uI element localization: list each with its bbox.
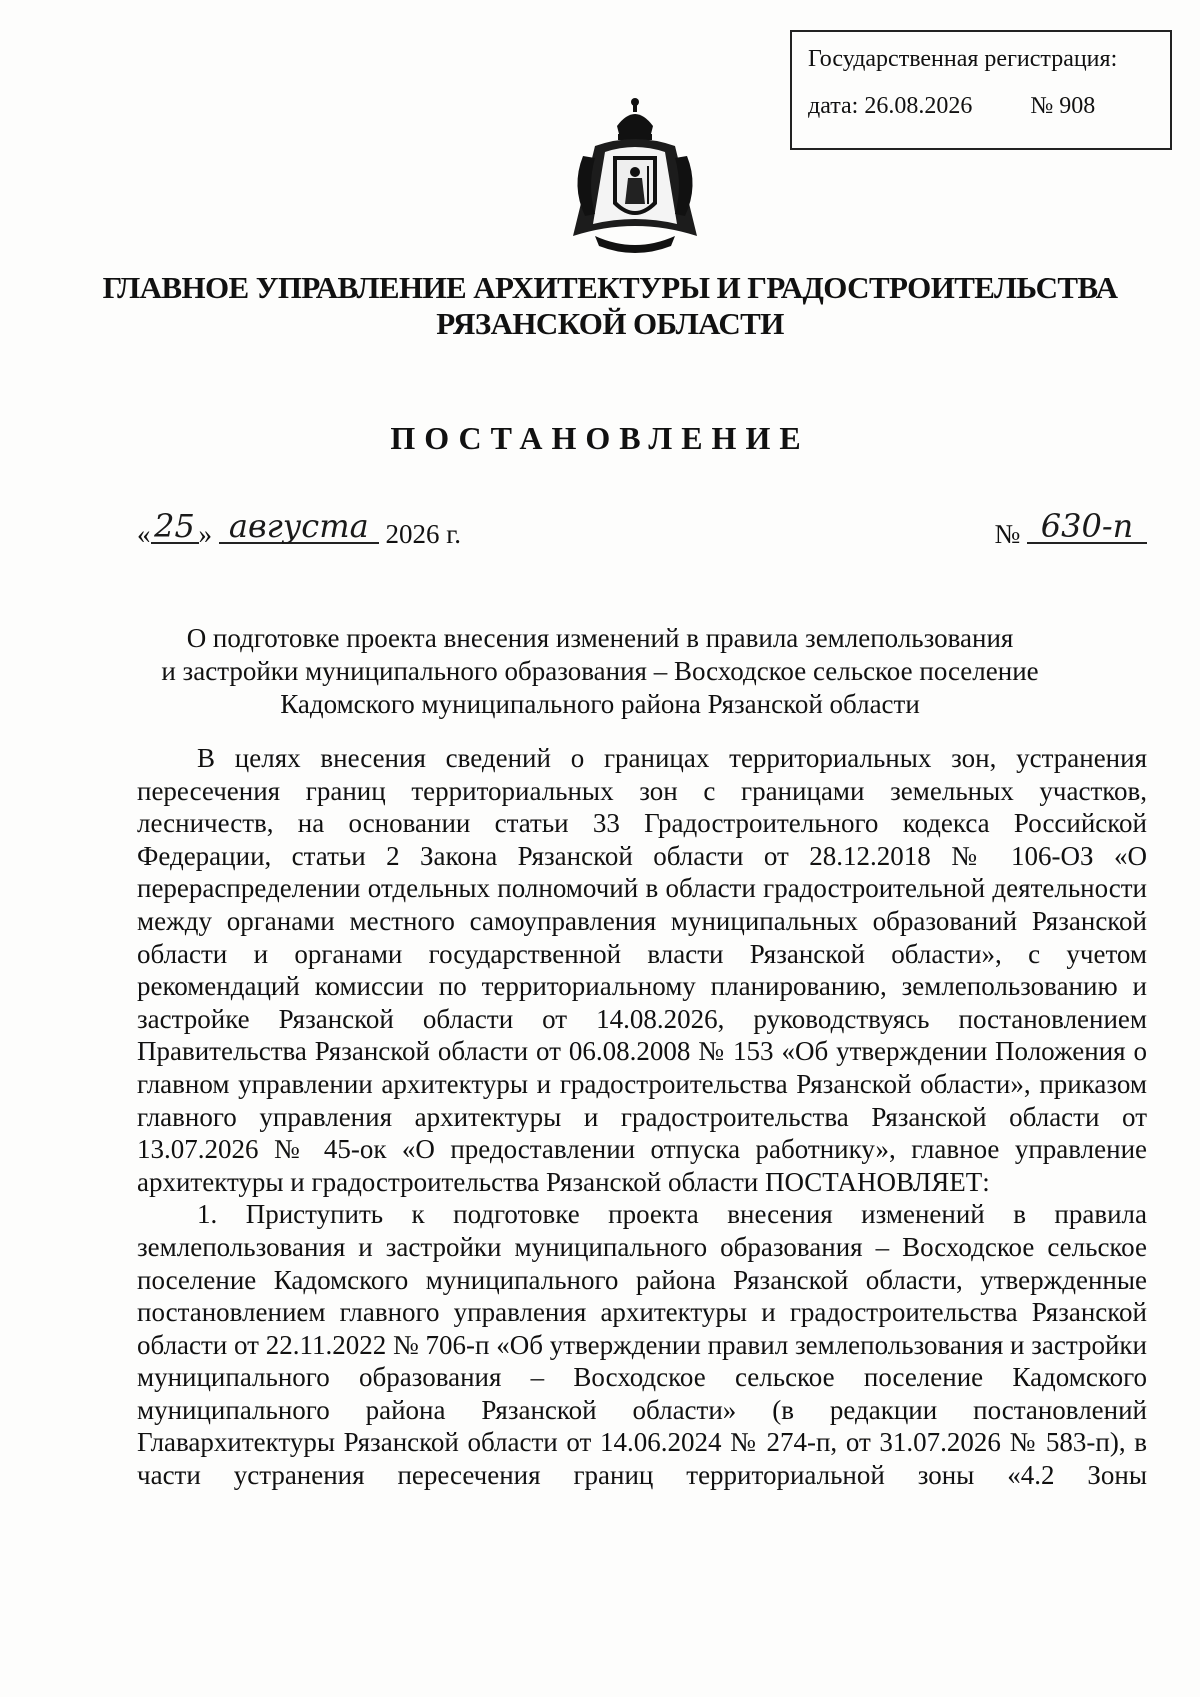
registration-stamp [790, 30, 1172, 150]
date-open-quote: « [137, 519, 151, 549]
handwritten-month: августа [219, 510, 379, 544]
registration-details [808, 93, 1170, 120]
number-prefix: № [994, 519, 1021, 549]
document-subject [100, 622, 1100, 721]
preamble-paragraph: В целях внесения сведений о границах территориальных зон, устранения пересечения границ территориальных зон с границами земельных участков, лесничеств, на основании статьи 33 Градостроительного кодекса Российской Федерации, статьи 2 Закона Рязанской области от 28.12.2018 № 106-ОЗ «О перераспределении отдельных полномочий в области градостроительной деятельности между органами местного самоуправления муниципальных образований Рязанской области и органами государственной власти Рязанской области», с учетом рекомендаций комиссии по территориальному планированию, землепользованию и застройке Рязанской области от 14.08.2026, руководствуясь постановлением Правительства Рязанской области от 06.08.2008 № 153 «Об утверждении Положения о главном управлении архитектуры и градостроительства Рязанской области», приказом главного управления архитектуры и градостроительства Рязанской области от 13.07.2026 № 45-ок «О предоставлении отпуска работнику», главное управление архитектуры и градостроительства Рязанской области ПОСТАНОВЛЯЕТ: [137, 743, 1147, 1197]
date-year: 2026 г. [385, 519, 462, 549]
registration-date: дата: 26.08.2026 [808, 93, 973, 119]
document-date [137, 507, 462, 550]
handwritten-number: 630-п [1027, 510, 1147, 544]
coat-of-arms-icon [565, 96, 705, 258]
issuing-authority [60, 270, 1160, 342]
document-body [137, 742, 1147, 1492]
registration-number: № 908 [1030, 93, 1096, 119]
document-number [994, 507, 1147, 550]
clause-1-paragraph: 1. Приступить к подготовке проекта внесения изменений в правила землепользования и застройки муниципального образования – Восходское сельское поселение Кадомского муниципального района Рязанской области, утвержденные постановлением главного управления архитектуры и градостроительства Рязанской области от 22.11.2022 № 706-п «Об утверждении правил землепользования и застройки муниципального образования – Восходское сельское поселение Кадомского муниципального района Рязанской области» (в редакции постановлений Главархитектуры Рязанской области от 14.06.2024 № 274-п, от 31.07.2026 № 583-п), в части устранения пересечения границ территориальной зоны «4.2 Зоны [137, 1199, 1147, 1491]
document-type-title: ПОСТАНОВЛЕНИЕ [390, 420, 810, 456]
registration-title: Государственная регистрация: [808, 46, 1118, 72]
subject-line-3: Кадомского муниципального района Рязанской области [280, 689, 920, 719]
handwritten-day: 25 [151, 510, 199, 544]
date-close-quote: » [198, 519, 212, 549]
subject-line-1: О подготовке проекта внесения изменений в правила землепользования [186, 623, 1014, 653]
subject-line-2: и застройки муниципального образования – Восходское сельское поселение [161, 656, 1039, 686]
date-number-row [137, 508, 1147, 558]
authority-line-1: ГЛАВНОЕ УПРАВЛЕНИЕ АРХИТЕКТУРЫ И ГРАДОСТРОИТЕЛЬСТВА [102, 270, 1118, 305]
authority-line-2: РЯЗАНСКОЙ ОБЛАСТИ [436, 306, 784, 341]
